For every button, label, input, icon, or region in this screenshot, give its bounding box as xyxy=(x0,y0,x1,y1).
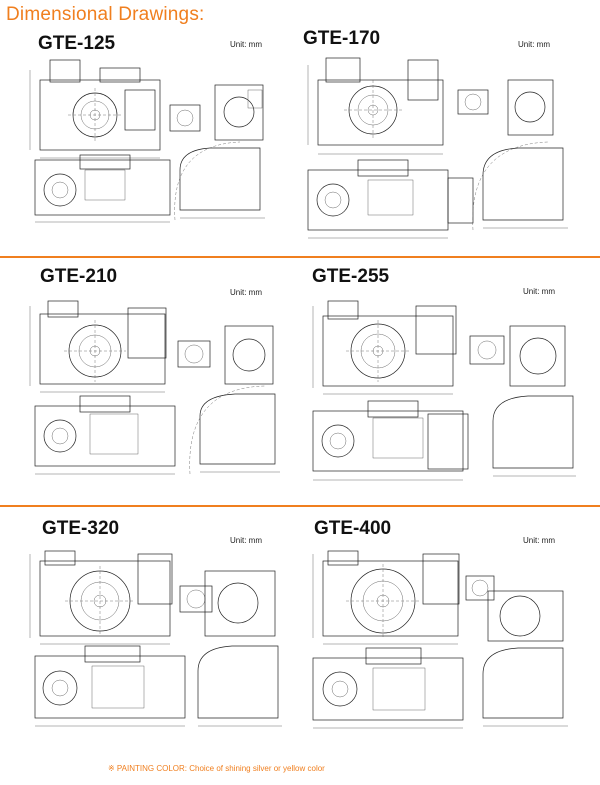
model-title-gte-210: GTE-210 xyxy=(40,266,118,287)
unit-label-gte-210: Unit: mm xyxy=(230,288,262,297)
unit-label-gte-320: Unit: mm xyxy=(230,536,262,545)
unit-label-gte-255: Unit: mm xyxy=(523,287,555,296)
unit-label-gte-170: Unit: mm xyxy=(518,40,550,49)
model-title-gte-170: GTE-170 xyxy=(303,28,381,49)
page-title: Dimensional Drawings: xyxy=(6,4,205,25)
model-title-gte-320: GTE-320 xyxy=(42,518,120,539)
model-title-gte-400: GTE-400 xyxy=(314,518,392,539)
gte-210-drawing xyxy=(20,296,290,501)
unit-label-gte-400: Unit: mm xyxy=(523,536,555,545)
gte-170-drawing xyxy=(298,50,588,250)
gte-255-drawing xyxy=(298,296,588,501)
section-divider xyxy=(0,256,600,258)
model-title-gte-125: GTE-125 xyxy=(38,33,116,54)
gte-125-drawing xyxy=(20,50,290,250)
unit-label-gte-125: Unit: mm xyxy=(230,40,262,49)
gte-320-drawing xyxy=(20,546,290,746)
model-title-gte-255: GTE-255 xyxy=(312,266,390,287)
gte-400-drawing xyxy=(298,546,588,746)
section-divider xyxy=(0,505,600,507)
painting-color-note: ※ PAINTING COLOR: Choice of shining silver or yellow color xyxy=(108,764,325,773)
